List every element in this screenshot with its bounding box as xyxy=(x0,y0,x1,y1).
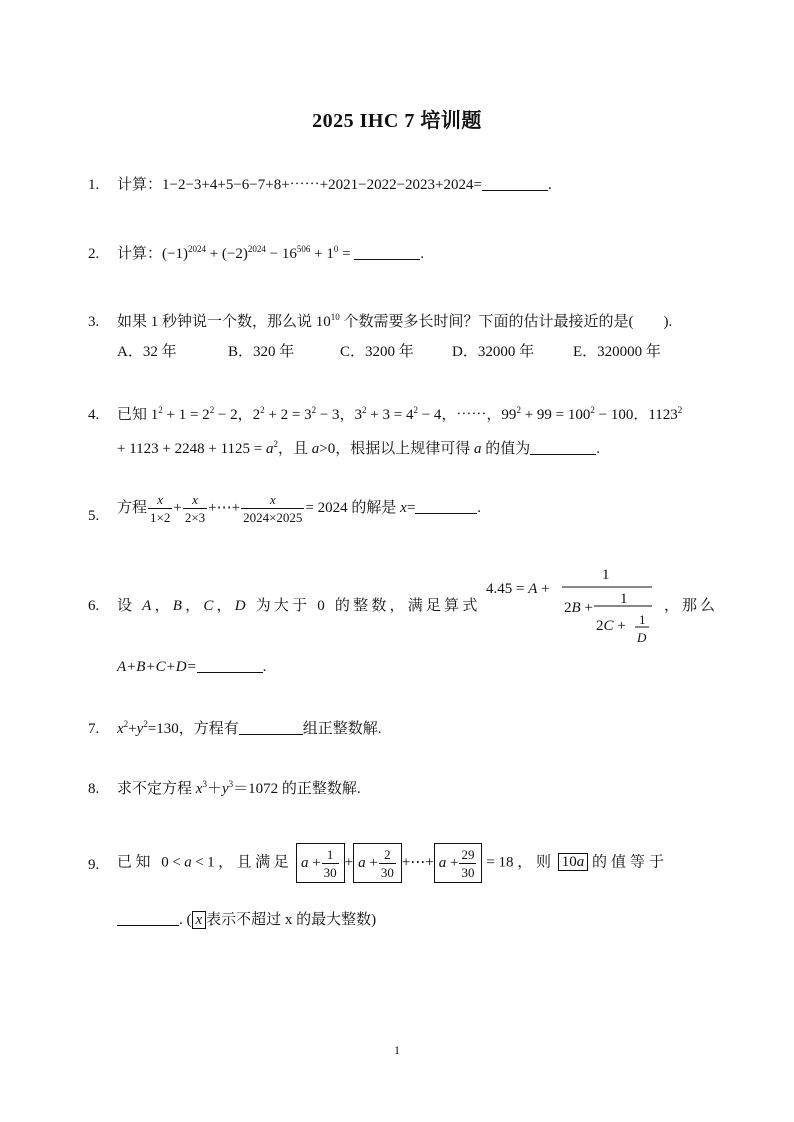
question-number: 3. xyxy=(88,314,100,330)
svg-text:4.45 = A +: 4.45 = A + xyxy=(486,581,550,597)
fraction: $\frac{x}{2\times 3}$ xyxy=(184,492,206,525)
question-text: A+B+C+D= xyxy=(117,659,197,675)
question-text: 组正整数解. xyxy=(302,721,382,737)
question-text: 已知 0<a<1，且满足 xyxy=(117,854,293,871)
period: . xyxy=(477,499,482,516)
question-text: 方程 xyxy=(117,499,148,516)
equation: $x^3+y^3=1072$ xyxy=(195,779,279,797)
answer-blank[interactable] xyxy=(239,734,303,735)
question-number: 4. xyxy=(88,407,100,423)
answer-blank[interactable] xyxy=(530,454,596,455)
question-number: 9. xyxy=(88,857,100,873)
page-title: 2025 IHC 7 培训题 xyxy=(312,110,482,132)
question-text: ( xyxy=(186,912,192,928)
floor-bracket: a + $\frac{29}{30}$ xyxy=(434,843,483,883)
question-6-suffix: ，那么 xyxy=(664,598,719,614)
question-text: 计算： xyxy=(117,246,163,262)
question-4-line-2: + $1123 + 2248 + 1125 = a^2$，且 a>0，根据以上规律可得 a 的值为 . xyxy=(117,439,600,457)
question-text: 如果 1 秒钟说一个数，那么说 10 xyxy=(117,314,331,330)
fraction: $\frac{x}{2024\times 2025}$ xyxy=(243,492,303,525)
question-text: 设 A，B，C，D 为大于 0 的整数，满足算式 xyxy=(117,598,481,614)
question-9-line-2 xyxy=(117,910,376,930)
math-expression: $(-1)^{2024} + (-2)^{2024} - 16^{506} + 1^0$ = xyxy=(162,244,355,262)
question-text: 的值等于 xyxy=(591,854,668,871)
question-number: 5. xyxy=(88,508,100,524)
period: . xyxy=(420,246,425,262)
question-number: 8. xyxy=(88,781,100,797)
period: . xyxy=(547,177,552,193)
svg-text:1: 1 xyxy=(620,591,628,607)
floor-bracket: a + $\frac{1}{30}$ xyxy=(296,843,345,883)
answer-blank[interactable] xyxy=(482,190,548,191)
page-number: 1 xyxy=(394,1043,400,1057)
answer-blank[interactable] xyxy=(197,672,263,673)
question-number: 7. xyxy=(88,721,100,737)
equation: $x^2+y^2=130$ xyxy=(117,719,179,737)
question-6-line-2 xyxy=(117,657,266,677)
fraction: $\frac{x}{1\times 2}$ xyxy=(150,492,171,525)
question-number: 2. xyxy=(88,246,100,262)
variable: x xyxy=(400,499,407,516)
answer-blank[interactable] xyxy=(354,259,420,260)
option-c[interactable]: C．3200 年 xyxy=(340,344,414,360)
period: . xyxy=(262,659,267,675)
question-text: 求不定方程 xyxy=(117,781,196,797)
answer-blank[interactable] xyxy=(117,925,179,926)
question-text: 则 xyxy=(535,854,554,871)
option-d[interactable]: D．32000 年 xyxy=(452,344,535,360)
answer-blank[interactable] xyxy=(415,513,477,514)
question-text: >0，根据以上规律可得 xyxy=(319,441,474,457)
question-text: ，方程有 xyxy=(178,721,239,737)
period: . xyxy=(179,912,183,928)
svg-text:2B +: 2B + xyxy=(564,600,593,616)
question-text: 的值为 xyxy=(481,441,531,457)
question-number: 1. xyxy=(88,177,100,193)
floor-bracket: 10a xyxy=(558,853,589,871)
svg-text:1: 1 xyxy=(639,612,646,627)
svg-text:2C +: 2C + xyxy=(596,618,626,634)
option-a[interactable]: A．32 年 xyxy=(117,344,177,360)
question-text: = 18 ， xyxy=(486,854,533,871)
continued-fraction xyxy=(484,565,664,643)
question-number: 6. xyxy=(88,598,100,614)
exponent: 10 xyxy=(330,312,340,322)
options-row xyxy=(117,342,661,362)
floor-bracket: x xyxy=(192,911,207,929)
question-text: 已知 $1^2 + 1 = 2^2 - 2$，$2^2 + 2 = 3^2 - 3$，$3^2 + 3 = 4^2 - 4$，⋯⋯，$99^2 + 99 = 100^2 - 100$．1123$^2$ xyxy=(117,405,683,423)
period: . xyxy=(596,441,600,457)
svg-text:D: D xyxy=(637,630,647,643)
question-text: 表示不超过 x 的最大整数) xyxy=(206,912,377,928)
option-b[interactable]: B．320 年 xyxy=(228,344,295,360)
question-text: 计算：1−2−3+4+5−6−7+8+⋯⋯+2021−2022−2023+2024= xyxy=(117,177,482,193)
question-text: 个数需要多长时间？下面的估计最接近的是( ). xyxy=(339,314,673,330)
option-e[interactable]: E．320000 年 xyxy=(573,344,661,360)
question-text: = 2024 的解是 xyxy=(305,499,401,516)
svg-text:1: 1 xyxy=(602,567,610,583)
question-text: + 1123 + 2248 + 1125 = xyxy=(117,441,266,457)
floor-bracket: a + $\frac{2}{30}$ xyxy=(353,843,402,883)
question-text: ，且 xyxy=(277,441,312,457)
question-text: 的正整数解. xyxy=(278,781,361,797)
